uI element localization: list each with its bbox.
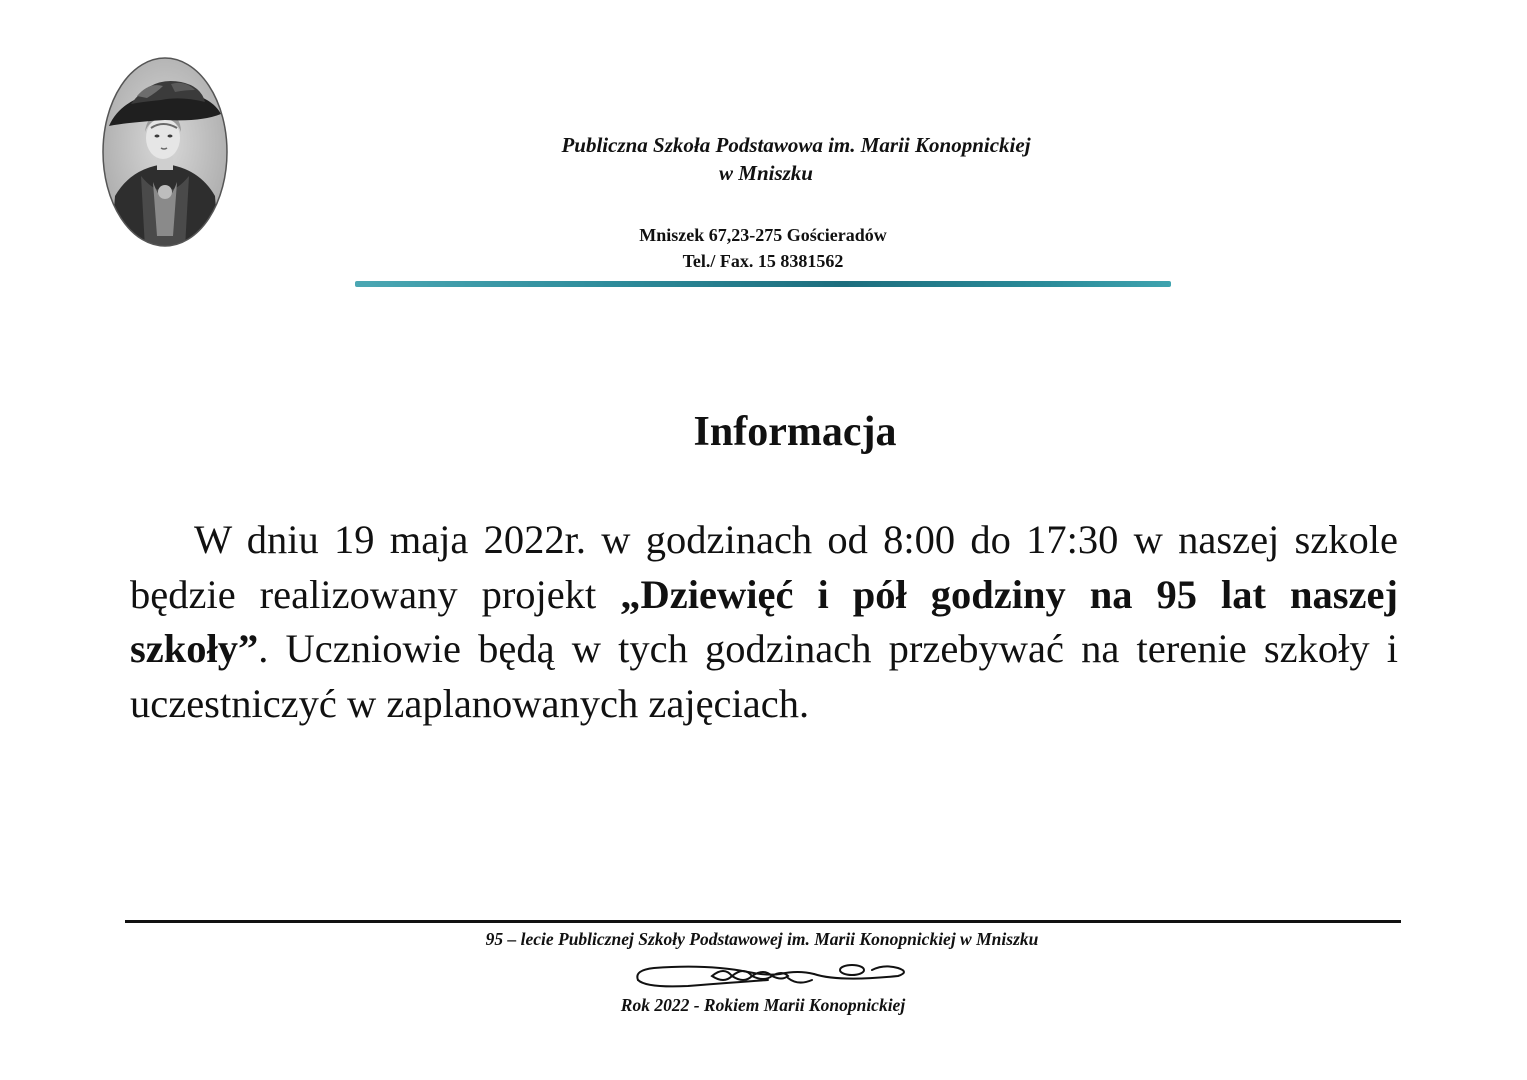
footer-anniversary: [125, 927, 1401, 951]
paragraph-part2: . Uczniowie będą w tych godzinach przebywać na terenie szkoły i uczestniczyć w zaplanowanych zajęciach.: [130, 626, 1398, 726]
document-title: Informacja: [693, 409, 897, 455]
footer-divider: [125, 920, 1401, 923]
flourish-ornament-icon: [628, 960, 912, 992]
school-phone: Tel./ Fax. 15 8381562: [682, 251, 844, 271]
school-name: [420, 131, 1172, 187]
footer-motto: Rok 2022 - Rokiem Marii Konopnickiej: [620, 995, 906, 1015]
school-address: Mniszek 67,23-275 Gościeradów: [639, 225, 887, 245]
project-name: „Dziewięć i pół godziny na 95 lat naszej szkoły”: [130, 571, 1398, 671]
document-body: [130, 513, 1398, 731]
school-contact: [420, 222, 1106, 274]
paragraph-part1: W dniu 19 maja 2022r. w godzinach od 8:00 do 17:30 w naszej szkole będzie realizowany projekt: [130, 517, 1398, 617]
school-name-line1: Publiczna Szkoła Podstawowa im. Marii Konopnickiej: [561, 133, 1031, 157]
portrait-oval-icon: [101, 56, 229, 248]
header-divider: [355, 281, 1171, 287]
school-name-line2: w Mniszku: [719, 161, 813, 185]
info-paragraph: [130, 513, 1398, 731]
footer-anniversary-text: 95 – lecie Publicznej Szkoły Podstawowej im. Marii Konopnickiej w Mniszku: [485, 929, 1039, 949]
